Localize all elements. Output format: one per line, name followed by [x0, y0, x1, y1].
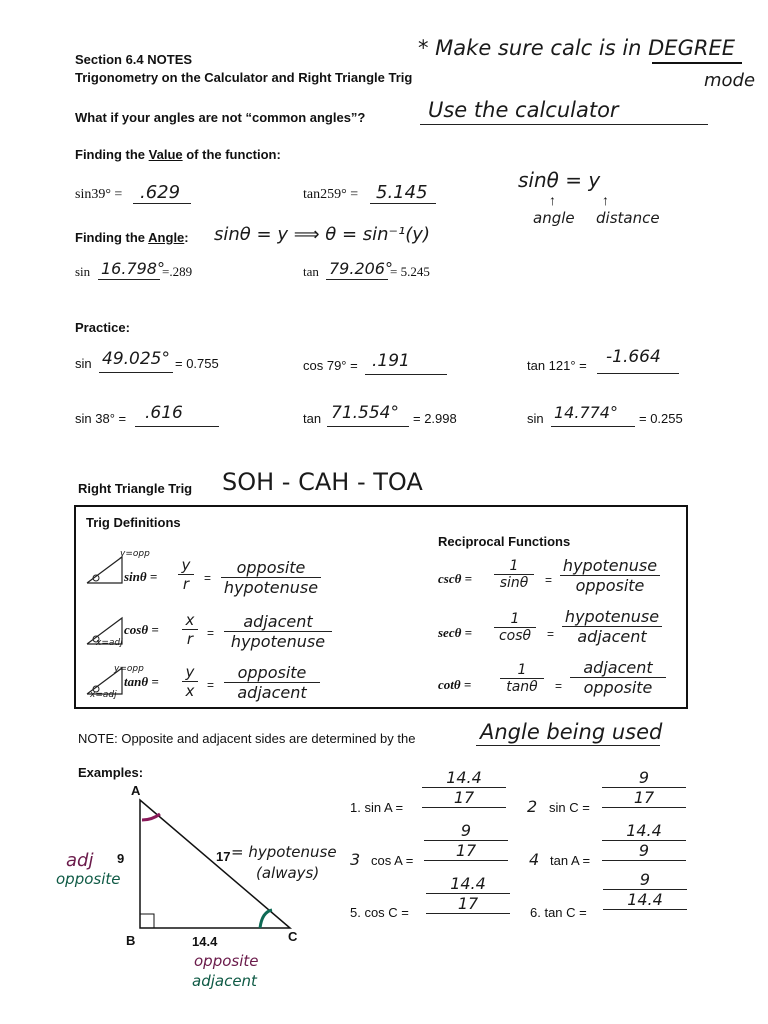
- side-note-distance: distance: [596, 209, 660, 227]
- bc-adjacent-note: adjacent: [192, 972, 257, 990]
- angle-example-2-pre: tan: [303, 264, 319, 279]
- cos-fraction: $\frac{x}{r}$: [182, 611, 198, 648]
- vertex-c-label: C: [288, 929, 298, 944]
- csc-word-fraction: hypotenuse opposite: [560, 556, 660, 595]
- example-2-label: sin C =: [549, 800, 590, 815]
- equals-sign: =: [555, 679, 563, 693]
- equals-sign: =: [204, 571, 212, 585]
- common-angles-answer: Use the calculator: [428, 98, 619, 122]
- inverse-rule: sinθ = y ⟹ θ = sin⁻¹(y): [214, 224, 430, 245]
- opposite-note: opposite: [56, 870, 121, 888]
- value-example-2-label: tan259° =: [303, 187, 359, 202]
- number-2-icon: 2: [527, 797, 538, 816]
- example-1-answer: $\frac{14.4}{17}$: [422, 768, 506, 808]
- examples-heading: Examples:: [78, 765, 144, 780]
- tan-fraction: $\frac{y}{x}$: [182, 663, 198, 700]
- answer-line: [133, 203, 191, 204]
- practice-4-pre: sin 38° =: [75, 411, 127, 426]
- practice-5-pre: tan: [303, 411, 322, 426]
- example-5-answer: $\frac{14.4}{17}$: [426, 874, 510, 914]
- practice-3-answer: -1.664: [606, 347, 661, 367]
- angle-heading: Finding the Angle:: [75, 230, 189, 245]
- tan-word-fraction: opposite adjacent: [224, 663, 320, 702]
- side-note-equation: sinθ = y: [518, 168, 601, 192]
- side-ac-label: 17: [216, 849, 231, 864]
- cot-fraction: $\frac{1}{\tan\theta}$: [500, 662, 544, 695]
- practice-1-answer: 49.025°: [102, 349, 170, 369]
- tan-label: tanθ =: [124, 674, 159, 689]
- sec-fraction: $\frac{1}{\cos\theta}$: [494, 611, 536, 644]
- vertex-a-label: A: [131, 783, 141, 798]
- practice-1-pre: sin: [75, 356, 92, 371]
- practice-2-answer: .191: [372, 351, 410, 371]
- example-5-label: 5. cos C =: [350, 905, 409, 920]
- vertex-b-label: B: [126, 933, 136, 948]
- note-text: NOTE: Opposite and adjacent sides are determined by the: [78, 731, 416, 746]
- example-2-answer: $\frac{9}{17}$: [602, 768, 686, 808]
- sec-label: secθ =: [438, 625, 473, 640]
- soh-cah-toa: SOH - CAH - TOA: [222, 468, 423, 496]
- bc-opposite-note: opposite: [194, 952, 259, 970]
- example-4-label: tan A =: [550, 853, 591, 868]
- cot-label: cotθ =: [438, 677, 472, 692]
- cos-word-fraction: adjacent hypotenuse: [224, 612, 332, 651]
- cos-label: cosθ =: [124, 622, 159, 637]
- example-6-label: 6. tan C =: [530, 905, 587, 920]
- equals-sign: =: [545, 573, 553, 587]
- arrow-up-icon: ↑: [602, 192, 609, 208]
- trig-definitions-heading: Trig Definitions: [86, 515, 181, 530]
- example-4-answer: $\frac{14.4}{9}$: [602, 821, 686, 861]
- answer-line: [597, 373, 679, 374]
- answer-line: [135, 426, 219, 427]
- value-example-2-answer: 5.145: [376, 182, 428, 203]
- angle-example-2-post: = 5.245: [390, 264, 430, 279]
- answer-line: [365, 374, 447, 375]
- answer-line: [327, 426, 409, 427]
- degree-underline: [652, 62, 742, 64]
- tan-triangle-label-top: y=opp: [114, 664, 144, 674]
- answer-line: [98, 279, 160, 280]
- side-note-angle: angle: [533, 209, 575, 227]
- practice-6-pre: sin: [527, 411, 544, 426]
- equals-sign: =: [207, 678, 215, 692]
- note-answer: Angle being used: [480, 720, 663, 744]
- angle-example-1-post: =.289: [162, 264, 193, 279]
- cos-triangle-label: x=adj: [96, 638, 123, 648]
- sin-word-fraction: opposite hypotenuse: [221, 558, 321, 597]
- value-example-1-label: sin39° =: [75, 187, 123, 202]
- angle-example-1-pre: sin: [75, 264, 91, 279]
- csc-label: cscθ =: [438, 571, 473, 586]
- angle-example-2-answer: 79.206°: [329, 259, 393, 278]
- practice-heading: Practice:: [75, 320, 130, 335]
- common-angles-question: What if your angles are not “common angles”?: [75, 110, 366, 125]
- answer-line: [370, 203, 436, 204]
- example-3-answer: $\frac{9}{17}$: [424, 821, 508, 861]
- number-4-icon: 4: [529, 850, 540, 869]
- practice-6-post: = 0.255: [639, 411, 683, 426]
- always-note: (always): [256, 864, 320, 882]
- sin-fraction: $\frac{y}{r}$: [178, 556, 194, 593]
- sin-triangle-label: y=opp: [120, 549, 150, 559]
- sin-label: sinθ =: [124, 569, 158, 584]
- sec-word-fraction: hypotenuse adjacent: [562, 607, 662, 646]
- equals-sign: =: [207, 626, 215, 640]
- cot-word-fraction: adjacent opposite: [570, 658, 666, 697]
- calc-mode-note: * Make sure calc is in DEGREE: [418, 36, 735, 60]
- calc-mode-note-2: mode: [704, 70, 756, 91]
- answer-line: [326, 279, 388, 280]
- side-ab-label: 9: [117, 851, 125, 866]
- equals-sign: =: [547, 627, 555, 641]
- hypotenuse-note: = hypotenuse: [231, 843, 337, 861]
- triangle-sketch-icon: [84, 553, 124, 585]
- arrow-up-icon: ↑: [549, 192, 556, 208]
- angle-example-1-answer: 16.798°: [101, 259, 165, 278]
- example-1-label: 1. sin A =: [350, 800, 404, 815]
- practice-2-pre: cos 79° =: [303, 358, 358, 373]
- practice-1-post: = 0.755: [175, 356, 219, 371]
- page-subtitle: Trigonometry on the Calculator and Right Triangle Trig: [75, 70, 413, 85]
- value-heading: Finding the Value of the function:: [75, 147, 281, 162]
- practice-5-post: = 2.998: [413, 411, 457, 426]
- tan-triangle-label-bottom: x=adj: [90, 690, 117, 700]
- answer-line: [476, 745, 660, 746]
- example-3-label: cos A =: [371, 853, 414, 868]
- practice-4-answer: .616: [145, 403, 183, 423]
- practice-5-answer: 71.554°: [331, 403, 399, 423]
- answer-line: [420, 124, 708, 125]
- practice-3-pre: tan 121° =: [527, 358, 587, 373]
- adj-note: adj: [66, 850, 94, 871]
- answer-line: [551, 426, 635, 427]
- number-3-icon: 3: [350, 850, 361, 869]
- reciprocal-heading: Reciprocal Functions: [438, 534, 571, 549]
- section-title: Section 6.4 NOTES: [75, 52, 193, 67]
- rtt-heading: Right Triangle Trig: [78, 481, 193, 496]
- answer-line: [99, 372, 173, 373]
- practice-6-answer: 14.774°: [554, 403, 618, 422]
- example-6-answer: $\frac{9}{14.4}$: [603, 870, 687, 910]
- csc-fraction: $\frac{1}{\sin\theta}$: [494, 558, 534, 591]
- value-example-1-answer: .629: [140, 182, 181, 203]
- side-bc-label: 14.4: [192, 934, 218, 949]
